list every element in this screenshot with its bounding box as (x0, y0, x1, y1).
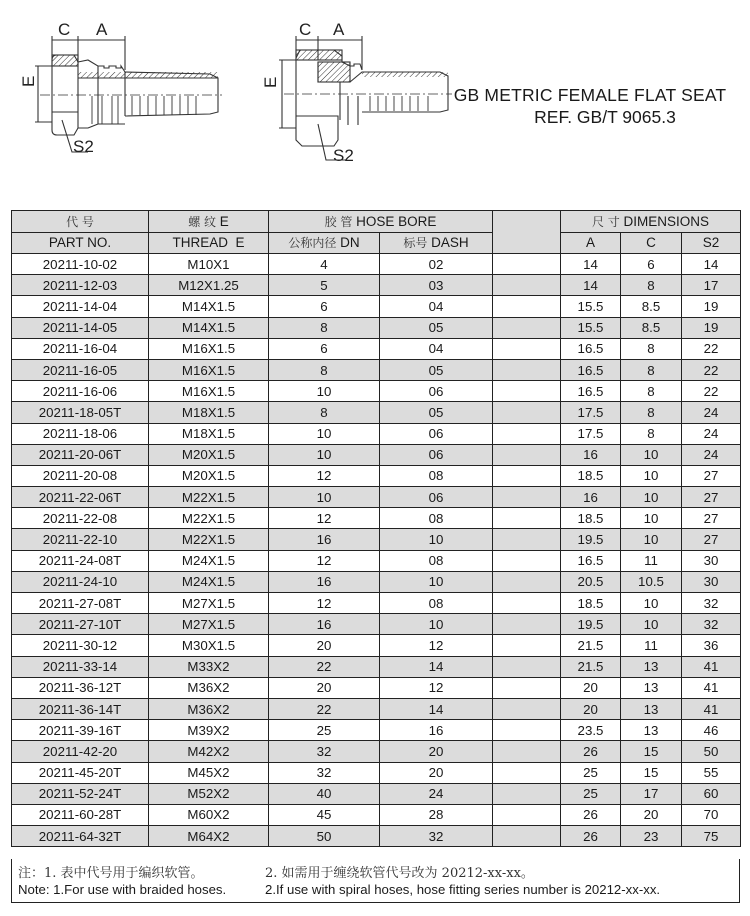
dn-cell: 6 (269, 338, 380, 359)
dim-s2-cell: 27 (682, 465, 741, 486)
dim-s2-cell: 41 (682, 677, 741, 698)
dash-cell: 05 (380, 317, 493, 338)
dim-c-cell: 11 (621, 550, 682, 571)
header-hose-bore: 胶 管 HOSE BORE (269, 211, 493, 233)
blank-cell (493, 804, 561, 825)
right-label-a: A (333, 20, 345, 39)
blank-cell (493, 720, 561, 741)
table-row (12, 254, 741, 275)
table-row (12, 402, 741, 423)
dim-c-cell: 8 (621, 359, 682, 380)
dim-s2-cell: 30 (682, 571, 741, 592)
dim-s2-cell: 22 (682, 381, 741, 402)
dn-cell: 16 (269, 529, 380, 550)
dim-a-cell: 18.5 (561, 465, 621, 486)
notes-block (11, 859, 740, 903)
dash-cell: 14 (380, 656, 493, 677)
table-row (12, 804, 741, 825)
part-no-cell: 20211-52-24T (12, 783, 149, 804)
dn-cell: 5 (269, 275, 380, 296)
dim-c-cell: 13 (621, 698, 682, 719)
part-no-cell: 20211-42-20 (12, 741, 149, 762)
dim-c-cell: 11 (621, 635, 682, 656)
dn-cell: 10 (269, 444, 380, 465)
dim-a-cell: 21.5 (561, 656, 621, 677)
table-row (12, 444, 741, 465)
dn-cell: 8 (269, 359, 380, 380)
dash-cell: 08 (380, 465, 493, 486)
header-dim-a: A (561, 232, 621, 254)
right-fitting-drawing (279, 36, 452, 160)
dim-c-cell: 8.5 (621, 317, 682, 338)
dash-cell: 10 (380, 614, 493, 635)
table-row (12, 550, 741, 571)
thread-cell: M16X1.5 (149, 359, 269, 380)
dim-c-cell: 8 (621, 338, 682, 359)
dim-s2-cell: 32 (682, 593, 741, 614)
dim-c-cell: 8 (621, 275, 682, 296)
thread-cell: M42X2 (149, 741, 269, 762)
part-no-cell: 20211-16-05 (12, 359, 149, 380)
table-row (12, 338, 741, 359)
part-no-cell: 20211-14-05 (12, 317, 149, 338)
thread-cell: M22X1.5 (149, 487, 269, 508)
dash-cell: 02 (380, 254, 493, 275)
dim-s2-cell: 46 (682, 720, 741, 741)
table-row (12, 614, 741, 635)
dim-s2-cell: 75 (682, 826, 741, 847)
blank-cell (493, 677, 561, 698)
blank-cell (493, 381, 561, 402)
dash-cell: 04 (380, 296, 493, 317)
thread-cell: M14X1.5 (149, 317, 269, 338)
part-no-cell: 20211-27-08T (12, 593, 149, 614)
dn-cell: 32 (269, 741, 380, 762)
dn-cell: 12 (269, 508, 380, 529)
dim-a-cell: 21.5 (561, 635, 621, 656)
thread-cell: M52X2 (149, 783, 269, 804)
blank-cell (493, 529, 561, 550)
thread-cell: M10X1 (149, 254, 269, 275)
note-cn-2: 2. 如需用于缠绕软管代号改为 20212-xx-xx。 (265, 866, 534, 881)
dim-s2-cell: 30 (682, 550, 741, 571)
dim-a-cell: 25 (561, 762, 621, 783)
dim-s2-cell: 50 (682, 741, 741, 762)
dim-s2-cell: 55 (682, 762, 741, 783)
dash-cell: 06 (380, 444, 493, 465)
dim-a-cell: 17.5 (561, 402, 621, 423)
dash-cell: 32 (380, 826, 493, 847)
dn-cell: 12 (269, 550, 380, 571)
dim-a-cell: 20 (561, 698, 621, 719)
header-dimensions: 尺 寸 DIMENSIONS (561, 211, 741, 233)
dash-cell: 20 (380, 762, 493, 783)
table-body (12, 254, 741, 847)
dim-c-cell: 10 (621, 614, 682, 635)
dim-s2-cell: 17 (682, 275, 741, 296)
dim-s2-cell: 27 (682, 487, 741, 508)
part-no-cell: 20211-18-05T (12, 402, 149, 423)
product-reference: REF. GB/T 9065.3 (534, 107, 676, 127)
dim-a-cell: 18.5 (561, 593, 621, 614)
left-label-s2: S2 (73, 137, 94, 156)
dim-a-cell: 20 (561, 677, 621, 698)
left-label-a: A (96, 20, 108, 39)
part-no-cell: 20211-60-28T (12, 804, 149, 825)
part-no-cell: 20211-33-14 (12, 656, 149, 677)
blank-cell (493, 571, 561, 592)
thread-cell: M39X2 (149, 720, 269, 741)
thread-cell: M36X2 (149, 698, 269, 719)
dim-s2-cell: 36 (682, 635, 741, 656)
blank-cell (493, 635, 561, 656)
part-no-cell: 20211-22-06T (12, 487, 149, 508)
dn-cell: 40 (269, 783, 380, 804)
right-label-c: C (299, 20, 312, 39)
dim-s2-cell: 22 (682, 359, 741, 380)
part-no-cell: 20211-16-04 (12, 338, 149, 359)
dim-a-cell: 16.5 (561, 550, 621, 571)
dn-cell: 20 (269, 677, 380, 698)
note-en-2: 2.If use with spiral hoses, hose fitting series number is 20212-xx-xx. (265, 882, 661, 897)
dn-cell: 12 (269, 465, 380, 486)
header-dim-c: C (621, 232, 682, 254)
dim-s2-cell: 60 (682, 783, 741, 804)
right-label-s2: S2 (333, 146, 354, 165)
dim-c-cell: 13 (621, 720, 682, 741)
dn-cell: 8 (269, 317, 380, 338)
part-no-cell: 20211-14-04 (12, 296, 149, 317)
table-row (12, 381, 741, 402)
blank-cell (493, 550, 561, 571)
blank-cell (493, 614, 561, 635)
dim-s2-cell: 70 (682, 804, 741, 825)
note-cn-1: 注：1. 表中代号用于编织软管。 (18, 866, 204, 881)
dim-a-cell: 18.5 (561, 508, 621, 529)
dim-a-cell: 14 (561, 275, 621, 296)
dash-cell: 05 (380, 402, 493, 423)
dim-c-cell: 10 (621, 508, 682, 529)
dim-s2-cell: 41 (682, 698, 741, 719)
thread-cell: M27X1.5 (149, 593, 269, 614)
note-cn (18, 862, 534, 881)
part-no-cell: 20211-36-14T (12, 698, 149, 719)
blank-cell (493, 275, 561, 296)
part-no-cell: 20211-24-10 (12, 571, 149, 592)
table-row (12, 677, 741, 698)
table-row (12, 275, 741, 296)
dash-cell: 20 (380, 741, 493, 762)
dim-c-cell: 23 (621, 826, 682, 847)
blank-cell (493, 826, 561, 847)
table-row (12, 783, 741, 804)
thread-cell: M12X1.25 (149, 275, 269, 296)
dim-c-cell: 17 (621, 783, 682, 804)
dash-cell: 05 (380, 359, 493, 380)
dim-a-cell: 15.5 (561, 317, 621, 338)
dim-s2-cell: 41 (682, 656, 741, 677)
dim-a-cell: 17.5 (561, 423, 621, 444)
dn-cell: 22 (269, 656, 380, 677)
dim-s2-cell: 27 (682, 529, 741, 550)
part-no-cell: 20211-36-12T (12, 677, 149, 698)
thread-cell: M30X1.5 (149, 635, 269, 656)
dn-cell: 45 (269, 804, 380, 825)
header-dim-s2: S2 (682, 232, 741, 254)
blank-cell (493, 783, 561, 804)
table-row (12, 826, 741, 847)
part-no-cell: 20211-20-06T (12, 444, 149, 465)
table-row (12, 635, 741, 656)
dim-c-cell: 10.5 (621, 571, 682, 592)
table-row (12, 296, 741, 317)
thread-cell: M22X1.5 (149, 529, 269, 550)
table-row (12, 465, 741, 486)
dim-a-cell: 25 (561, 783, 621, 804)
dim-c-cell: 20 (621, 804, 682, 825)
blank-cell (493, 296, 561, 317)
blank-cell (493, 338, 561, 359)
table-row (12, 698, 741, 719)
dim-s2-cell: 27 (682, 508, 741, 529)
thread-cell: M18X1.5 (149, 402, 269, 423)
dim-s2-cell: 22 (682, 338, 741, 359)
table-row (12, 720, 741, 741)
header-part-no: PART NO. (12, 232, 149, 254)
note-en (18, 882, 661, 897)
blank-cell (493, 465, 561, 486)
dn-cell: 6 (269, 296, 380, 317)
part-no-cell: 20211-45-20T (12, 762, 149, 783)
left-label-e: E (19, 75, 38, 87)
dim-a-cell: 26 (561, 826, 621, 847)
part-no-cell: 20211-18-06 (12, 423, 149, 444)
blank-cell (493, 487, 561, 508)
dim-a-cell: 26 (561, 804, 621, 825)
product-title: GB METRIC FEMALE FLAT SEAT (453, 85, 727, 105)
note-en-1: Note: 1.For use with braided hoses. (18, 882, 227, 897)
dim-a-cell: 20.5 (561, 571, 621, 592)
dim-a-cell: 26 (561, 741, 621, 762)
table-row (12, 593, 741, 614)
dn-cell: 32 (269, 762, 380, 783)
dash-cell: 08 (380, 593, 493, 614)
dash-cell: 06 (380, 487, 493, 508)
thread-cell: M33X2 (149, 656, 269, 677)
blank-cell (493, 593, 561, 614)
header-blank (493, 211, 561, 254)
blank-cell (493, 444, 561, 465)
table-row (12, 317, 741, 338)
dim-a-cell: 16 (561, 444, 621, 465)
blank-cell (493, 254, 561, 275)
blank-cell (493, 741, 561, 762)
dim-s2-cell: 24 (682, 423, 741, 444)
right-label-e: E (261, 76, 280, 88)
dash-cell: 04 (380, 338, 493, 359)
dim-a-cell: 14 (561, 254, 621, 275)
table-row (12, 359, 741, 380)
table-row (12, 741, 741, 762)
title-block (430, 84, 750, 128)
dash-cell: 12 (380, 677, 493, 698)
table-row (12, 571, 741, 592)
dn-cell: 12 (269, 593, 380, 614)
table-row (12, 656, 741, 677)
dim-s2-cell: 32 (682, 614, 741, 635)
dn-cell: 20 (269, 635, 380, 656)
header-dn: 公称内径 DN (269, 232, 380, 254)
dim-c-cell: 6 (621, 254, 682, 275)
dn-cell: 10 (269, 423, 380, 444)
dash-cell: 06 (380, 423, 493, 444)
blank-cell (493, 508, 561, 529)
dash-cell: 10 (380, 571, 493, 592)
dash-cell: 03 (380, 275, 493, 296)
dim-a-cell: 16.5 (561, 359, 621, 380)
dn-cell: 25 (269, 720, 380, 741)
thread-cell: M20X1.5 (149, 465, 269, 486)
thread-cell: M27X1.5 (149, 614, 269, 635)
dn-cell: 22 (269, 698, 380, 719)
blank-cell (493, 698, 561, 719)
part-no-cell: 20211-39-16T (12, 720, 149, 741)
dim-c-cell: 10 (621, 593, 682, 614)
dim-c-cell: 15 (621, 762, 682, 783)
dim-a-cell: 16.5 (561, 338, 621, 359)
spec-table (11, 210, 741, 847)
dim-a-cell: 16 (561, 487, 621, 508)
dim-c-cell: 10 (621, 529, 682, 550)
part-no-cell: 20211-22-08 (12, 508, 149, 529)
part-no-cell: 20211-10-02 (12, 254, 149, 275)
dim-c-cell: 8.5 (621, 296, 682, 317)
dim-a-cell: 19.5 (561, 529, 621, 550)
thread-cell: M14X1.5 (149, 296, 269, 317)
part-no-cell: 20211-20-08 (12, 465, 149, 486)
blank-cell (493, 656, 561, 677)
left-fitting-drawing (35, 36, 222, 152)
part-no-cell: 20211-27-10T (12, 614, 149, 635)
dn-cell: 8 (269, 402, 380, 423)
thread-cell: M18X1.5 (149, 423, 269, 444)
blank-cell (493, 423, 561, 444)
dash-cell: 24 (380, 783, 493, 804)
header-thread-cn: 螺 纹 E (149, 211, 269, 233)
dim-c-cell: 8 (621, 402, 682, 423)
thread-cell: M60X2 (149, 804, 269, 825)
thread-cell: M36X2 (149, 677, 269, 698)
part-no-cell: 20211-12-03 (12, 275, 149, 296)
thread-cell: M20X1.5 (149, 444, 269, 465)
dn-cell: 16 (269, 571, 380, 592)
thread-cell: M24X1.5 (149, 571, 269, 592)
dash-cell: 08 (380, 508, 493, 529)
thread-cell: M24X1.5 (149, 550, 269, 571)
thread-cell: M22X1.5 (149, 508, 269, 529)
dim-c-cell: 10 (621, 444, 682, 465)
thread-cell: M45X2 (149, 762, 269, 783)
dim-c-cell: 8 (621, 381, 682, 402)
table-row (12, 762, 741, 783)
dim-c-cell: 10 (621, 487, 682, 508)
dim-s2-cell: 19 (682, 317, 741, 338)
part-no-cell: 20211-16-06 (12, 381, 149, 402)
dn-cell: 4 (269, 254, 380, 275)
dim-c-cell: 8 (621, 423, 682, 444)
dash-cell: 10 (380, 529, 493, 550)
blank-cell (493, 359, 561, 380)
dash-cell: 14 (380, 698, 493, 719)
blank-cell (493, 317, 561, 338)
part-no-cell: 20211-64-32T (12, 826, 149, 847)
table-row (12, 508, 741, 529)
dim-a-cell: 23.5 (561, 720, 621, 741)
dn-cell: 16 (269, 614, 380, 635)
dim-c-cell: 13 (621, 677, 682, 698)
left-label-c: C (58, 20, 71, 39)
dash-cell: 06 (380, 381, 493, 402)
dim-c-cell: 13 (621, 656, 682, 677)
dim-c-cell: 10 (621, 465, 682, 486)
thread-cell: M16X1.5 (149, 338, 269, 359)
header-dash: 标号 DASH (380, 232, 493, 254)
dim-c-cell: 15 (621, 741, 682, 762)
dash-cell: 12 (380, 635, 493, 656)
dn-cell: 10 (269, 487, 380, 508)
dim-a-cell: 15.5 (561, 296, 621, 317)
thread-cell: M16X1.5 (149, 381, 269, 402)
dim-s2-cell: 24 (682, 402, 741, 423)
dash-cell: 08 (380, 550, 493, 571)
header-part-cn: 代 号 (12, 211, 149, 233)
dim-a-cell: 19.5 (561, 614, 621, 635)
header-thread-e: THREAD E (149, 232, 269, 254)
table-row (12, 487, 741, 508)
dn-cell: 10 (269, 381, 380, 402)
dash-cell: 16 (380, 720, 493, 741)
dim-s2-cell: 19 (682, 296, 741, 317)
thread-cell: M64X2 (149, 826, 269, 847)
part-no-cell: 20211-30-12 (12, 635, 149, 656)
dash-cell: 28 (380, 804, 493, 825)
blank-cell (493, 402, 561, 423)
table-row (12, 529, 741, 550)
part-no-cell: 20211-24-08T (12, 550, 149, 571)
blank-cell (493, 762, 561, 783)
table-row (12, 423, 741, 444)
dim-s2-cell: 14 (682, 254, 741, 275)
dim-s2-cell: 24 (682, 444, 741, 465)
dim-a-cell: 16.5 (561, 381, 621, 402)
dn-cell: 50 (269, 826, 380, 847)
part-no-cell: 20211-22-10 (12, 529, 149, 550)
